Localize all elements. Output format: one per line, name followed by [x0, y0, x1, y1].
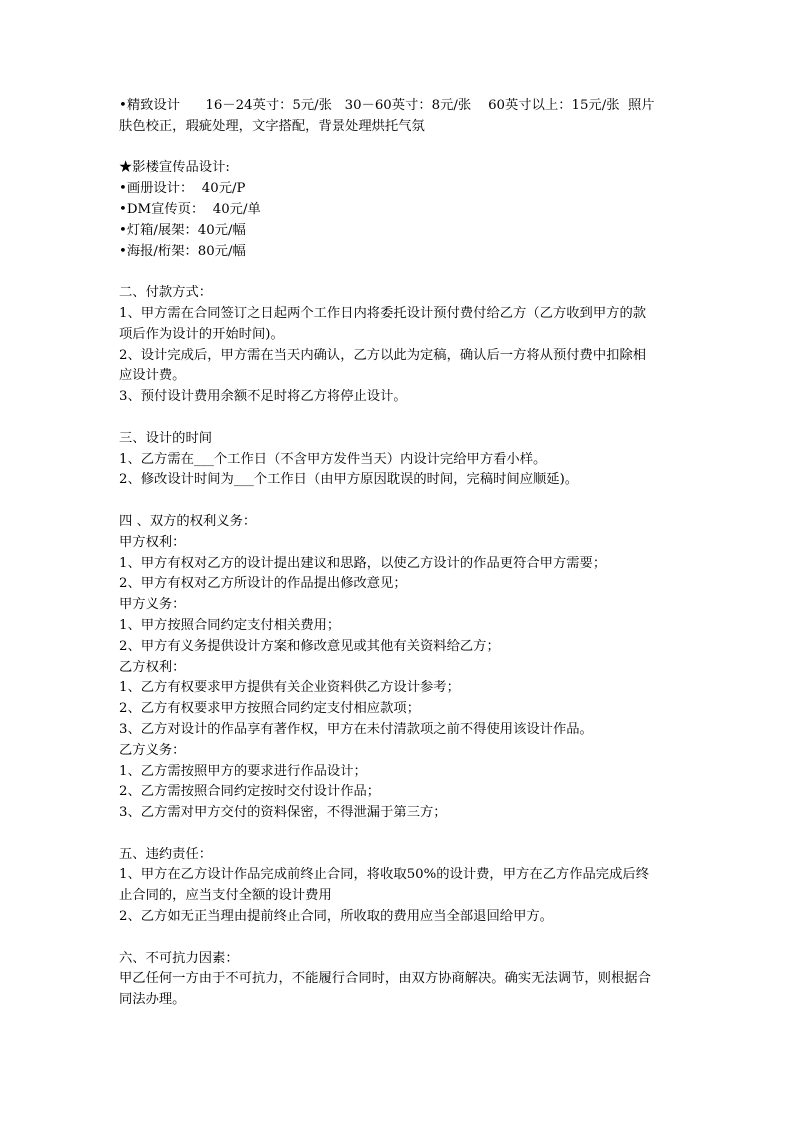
clause-line: 项后作为设计的开始时间)。: [119, 326, 284, 342]
payment-section: [119, 283, 694, 408]
rights-section: [119, 512, 694, 824]
pricing-line: 肤色校正，瑕疵处理，文字搭配，背景处理烘托气氛: [119, 118, 425, 134]
pricing-section: [119, 96, 694, 138]
section-heading: ★影楼宣传品设计:: [119, 160, 230, 176]
promo-item: •DM宣传页： 40元/单: [119, 201, 261, 217]
clause-line: 甲方权利：: [119, 534, 186, 550]
clause-line: 甲方义务：: [119, 597, 186, 613]
section-heading: 五、违约责任：: [119, 846, 213, 862]
clause-line: 乙方权利：: [119, 659, 186, 675]
clause-line: 2、设计完成后，甲方需在当天内确认，乙方以此为定稿，确认后一方将从预付费中扣除相: [119, 347, 647, 363]
clause-line: 1、乙方需在___个工作日（不含甲方发件当天）内设计完给甲方看小样。: [119, 451, 547, 467]
liability-section: [119, 845, 694, 928]
clause-line: 同法办理。: [119, 992, 186, 1008]
clause-line: 1、甲方在乙方设计作品完成前终止合同，将收取50%的设计费，甲方在乙方作品完成后终: [119, 867, 649, 883]
promo-section: [119, 158, 694, 262]
clause-line: 2、甲方有权对乙方所设计的作品提出修改意见；: [119, 576, 407, 592]
clause-line: 1、甲方按照合同约定支付相关费用；: [119, 617, 341, 633]
clause-line: 甲乙任何一方由于不可抗力，不能履行合同时，由双方协商解决。确实无法调节，则根据合: [119, 971, 651, 987]
force-majeure-section: [119, 949, 694, 1011]
clause-line: 2、乙方有权要求甲方按照合同约定支付相应款项；: [119, 701, 420, 717]
timing-section: [119, 429, 694, 491]
clause-line: 2、修改设计时间为___个工作日（由甲方原因耽误的时间，完稿时间应顺延)。: [119, 472, 579, 488]
clause-line: 1、乙方需按照甲方的要求进行作品设计；: [119, 763, 367, 779]
section-heading: 四 、双方的权利义务：: [119, 513, 257, 529]
clause-line: 1、乙方有权要求甲方提供有关企业资料供乙方设计参考；: [119, 680, 460, 696]
clause-line: 2、乙方需按照合同约定按时交付设计作品；: [119, 784, 381, 800]
promo-item: •海报/桁架：80元/幅: [119, 243, 246, 259]
clause-line: 3、预付设计费用余额不足时将乙方将停止设计。: [119, 389, 407, 405]
pricing-line: •精致设计 16－24英寸：5元/张 30－60英寸：8元/张 60英寸以上：15元/张 照片: [119, 98, 655, 113]
promo-item: •灯箱/展架：40元/幅: [119, 222, 246, 238]
clause-line: 3、乙方对设计的作品享有著作权，甲方在未付清款项之前不得使用该设计作品。: [119, 721, 593, 737]
clause-line: 3、乙方需对甲方交付的资料保密，不得泄漏于第三方；: [119, 805, 447, 821]
clause-line: 止合同的，应当支付全额的设计费用: [119, 888, 332, 904]
clause-line: 1、甲方有权对乙方的设计提出建议和思路，以使乙方设计的作品更符合甲方需要；: [119, 555, 607, 571]
clause-line: 乙方义务：: [119, 742, 186, 758]
section-heading: 二、付款方式：: [119, 285, 213, 301]
promo-item: •画册设计： 40元/P: [119, 181, 246, 197]
clause-line: 2、甲方有义务提供设计方案和修改意见或其他有关资料给乙方；: [119, 638, 500, 654]
clause-line: 应设计费。: [119, 368, 186, 384]
section-heading: 六、不可抗力因素：: [119, 950, 239, 966]
section-heading: 三、设计的时间: [119, 430, 213, 446]
clause-line: 1、甲方需在合同签订之日起两个工作日内将委托设计预付费付给乙方（乙方收到甲方的款: [119, 305, 647, 321]
clause-line: 2、乙方如无正当理由提前终止合同，所收取的费用应当全部退回给甲方。: [119, 909, 553, 925]
